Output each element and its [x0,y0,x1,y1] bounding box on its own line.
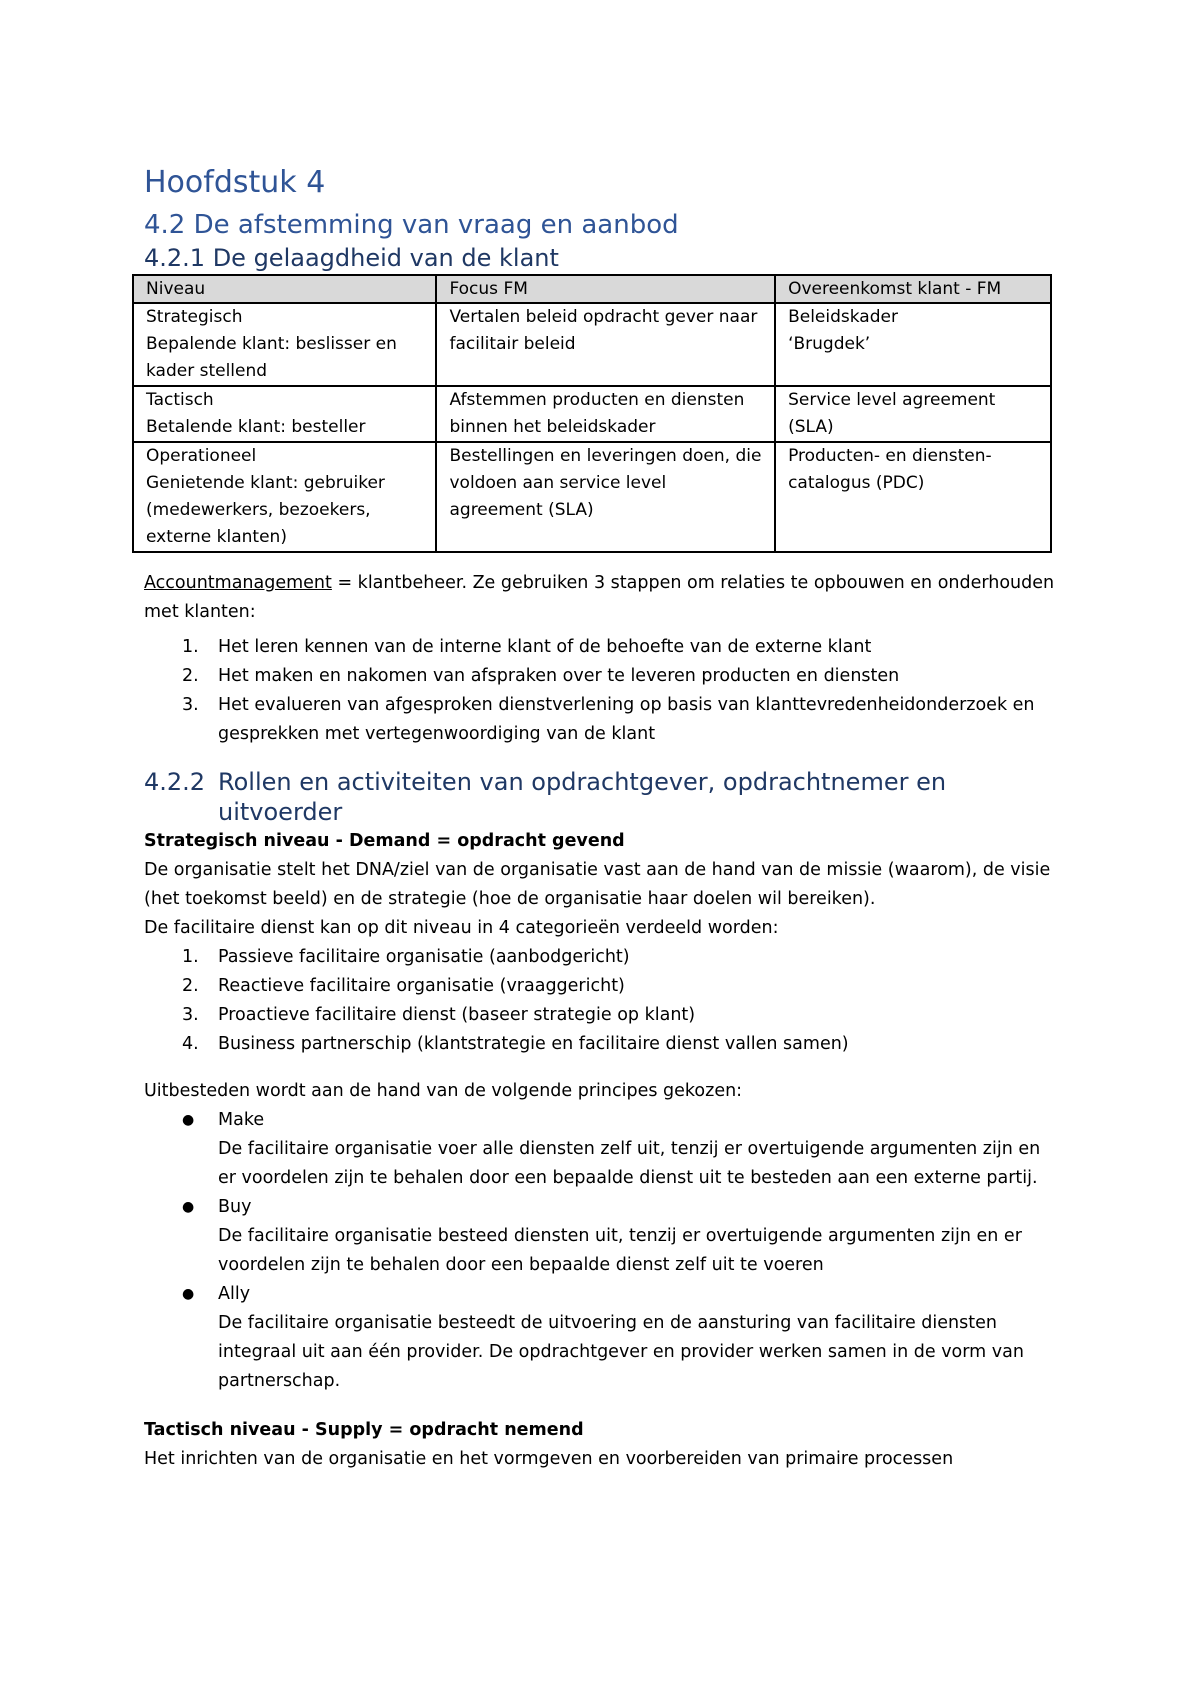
strategic-paragraph-2: De facilitaire dienst kan op dit niveau in 4 categorieën verdeeld worden: [144,918,779,938]
cell-line: ‘Brugdek’ [788,334,871,354]
cell-line: Bestellingen en leveringen doen, die voldoen aan service level agreement (SLA) [449,446,762,520]
principle-description: De facilitaire organisatie voer alle diensten zelf uit, tenzij er overtuigende argumenten zijn en er voordelen zijn te behalen door een bepaalde dienst uit te besteden aan een externe partij. [218,1139,1041,1188]
cell-line: Service level agreement (SLA) [788,390,996,437]
account-term: Accountmanagement [144,573,332,593]
list-text: Business partnerschip (klantstrategie en facilitaire dienst vallen samen) [218,1034,849,1054]
list-item [144,633,1056,662]
list-item [144,972,1056,1001]
list-text: Het evalueren van afgesproken dienstverlening op basis van klanttevredenheidonderzoek en gesprekken met vertegenwoordiging van de klant [218,695,1035,744]
chapter-heading: Hoofdstuk 4 [144,165,326,200]
list-item [144,1030,1056,1059]
document-content [144,166,1056,1474]
principle-description: De facilitaire organisatie besteed diensten uit, tenzij er overtuigende argumenten zijn en er voordelen zijn te behalen door een bepaalde dienst zelf uit te voeren [218,1226,1022,1275]
cell-line: Tactisch [146,390,214,410]
categories-list [144,943,1056,1059]
cell-line: Afstemmen producten en diensten binnen het beleidskader [449,390,745,437]
table-cell [775,386,1051,442]
list-number: 2. [182,666,199,686]
bullet-icon: ● [182,1286,195,1302]
list-item [144,943,1056,972]
list-number: 2. [182,976,199,996]
bullet-icon: ● [182,1199,195,1215]
heading-text: Rollen en activiteiten van opdrachtgever, opdrachtnemer en uitvoerder [218,768,947,826]
subsection-heading-1: 4.2.1 De gelaagdheid van de klant [144,244,559,272]
table-cell [133,386,436,442]
account-paragraph [144,569,1056,627]
principle-name: Make [218,1110,265,1130]
list-item [144,1193,1056,1280]
cell-line: Strategisch [146,307,243,327]
list-item [144,1280,1056,1396]
principle-name: Buy [218,1197,252,1217]
list-item [144,662,1056,691]
bullet-icon: ● [182,1112,195,1128]
table-cell [436,442,775,552]
table-header-cell: Overeenkomst klant - FM [775,275,1051,303]
cell-line: Bepalende klant: beslisser en kader stellend [146,334,397,381]
strategic-paragraph-3: Uitbesteden wordt aan de hand van de volgende principes gekozen: [144,1081,743,1101]
tactical-paragraph: Het inrichten van de organisatie en het vormgeven en voorbereiden van primaire processen [144,1449,954,1469]
table-header-row [133,275,1051,303]
client-layers-table [132,274,1052,553]
list-text: Het leren kennen van de interne klant of de behoefte van de externe klant [218,637,872,657]
cell-line: Betalende klant: besteller [146,417,366,437]
subsection-heading-2 [144,767,1056,827]
account-text: = klantbeheer. Ze gebruiken 3 stappen om relaties te opbouwen en onderhouden met klanten: [144,573,1055,622]
section-heading: 4.2 De afstemming van vraag en aanbod [144,210,679,240]
cell-line: Operationeel [146,446,257,466]
heading-number: 4.2.2 [144,768,206,796]
list-text: Het maken en nakomen van afspraken over te leveren producten en diensten [218,666,900,686]
cell-line: Genietende klant: gebruiker (medewerkers, bezoekers, externe klanten) [146,473,385,547]
principles-list [144,1106,1056,1396]
table-header-cell: Focus FM [436,275,775,303]
table-row [133,442,1051,552]
list-item [144,1001,1056,1030]
table-cell [436,303,775,386]
tactical-title: Tactisch niveau - Supply = opdracht nemend [144,1420,584,1440]
principle-name: Ally [218,1284,251,1304]
table-cell [133,442,436,552]
principle-description: De facilitaire organisatie besteedt de uitvoering en de aansturing van facilitaire diensten integraal uit aan één provider. De opdrachtgever en provider werken samen in de vorm van partnerschap. [218,1313,1024,1391]
table-cell [775,303,1051,386]
list-number: 3. [182,695,199,715]
cell-line: Vertalen beleid opdracht gever naar facilitair beleid [449,307,758,354]
strategic-title: Strategisch niveau - Demand = opdracht gevend [144,831,625,851]
table-header-cell: Niveau [133,275,436,303]
list-text: Reactieve facilitaire organisatie (vraaggericht) [218,976,625,996]
list-number: 3. [182,1005,199,1025]
list-item [144,691,1056,749]
table-cell [436,386,775,442]
table-cell [133,303,436,386]
list-number: 1. [182,947,199,967]
cell-line: Beleidskader [788,307,898,327]
strategic-paragraph-1: De organisatie stelt het DNA/ziel van de organisatie vast aan de hand van de missie (waarom), de visie (het toekomst beeld) en de strategie (hoe de organisatie haar doelen wil bereiken). [144,860,1051,909]
list-item [144,1106,1056,1193]
table-row [133,303,1051,386]
table-row [133,386,1051,442]
cell-line: Producten- en diensten-catalogus (PDC) [788,446,992,493]
list-number: 4. [182,1034,199,1054]
table-cell [775,442,1051,552]
list-number: 1. [182,637,199,657]
list-text: Proactieve facilitaire dienst (baseer strategie op klant) [218,1005,696,1025]
list-text: Passieve facilitaire organisatie (aanbodgericht) [218,947,630,967]
account-steps-list [144,633,1056,749]
